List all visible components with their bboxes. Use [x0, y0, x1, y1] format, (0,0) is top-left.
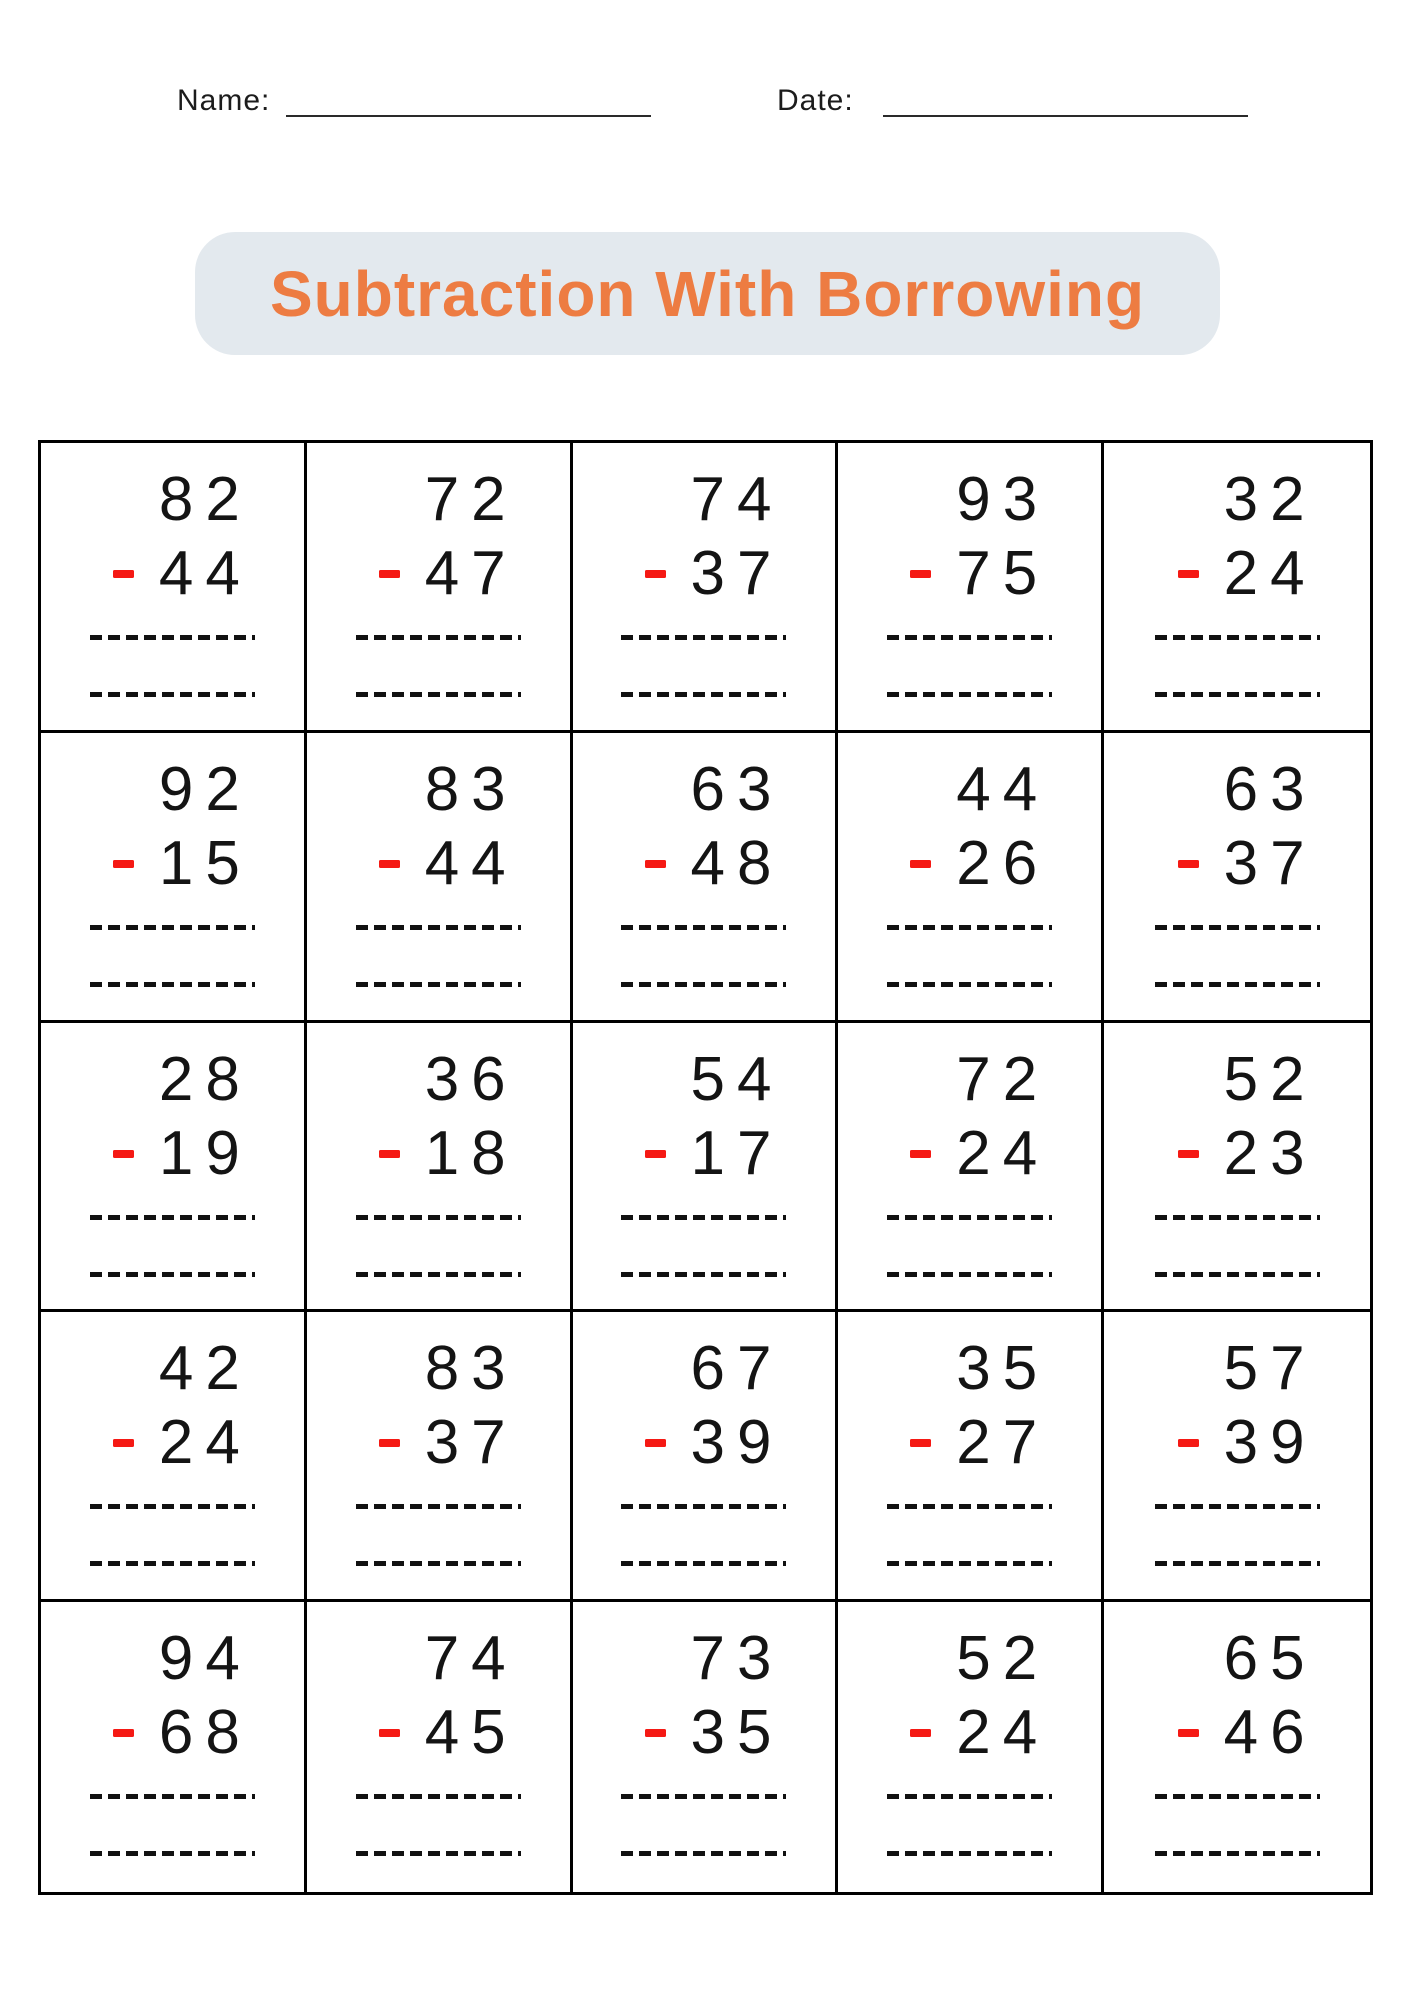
- subtrahend-row: [910, 539, 1050, 608]
- minus-sign-icon: [379, 860, 400, 868]
- minus-sign-icon: [113, 860, 134, 868]
- subtrahend-row: [1178, 1698, 1317, 1768]
- answer-line: [887, 982, 1052, 987]
- minuend: 72: [956, 1044, 1050, 1114]
- minuend-row: [113, 465, 252, 534]
- minuend: 54: [690, 1044, 784, 1114]
- minuend: 57: [1223, 1334, 1317, 1404]
- subtraction-problem: [356, 733, 521, 1020]
- subtrahend-row: [1178, 828, 1317, 898]
- subtrahend-row: [113, 1408, 252, 1478]
- answer-line: [1155, 1561, 1320, 1566]
- subtraction-problem: [887, 733, 1052, 1020]
- subtrahend-row: [113, 1118, 252, 1188]
- subtraction-problem: [90, 1312, 255, 1599]
- minuend-row: [1178, 754, 1317, 824]
- answer-line: [621, 692, 786, 697]
- subtraction-problem: [1155, 733, 1320, 1020]
- subtraction-problem: [356, 443, 521, 730]
- answer-line: [356, 635, 521, 640]
- subtrahend-row: [910, 1118, 1050, 1188]
- subtrahend: 44: [158, 539, 252, 608]
- subtraction-problem: [356, 1023, 521, 1310]
- minuend: 83: [424, 1334, 518, 1404]
- answer-line: [887, 1794, 1052, 1799]
- problem-cell: [41, 1023, 307, 1313]
- minuend: 32: [1223, 465, 1317, 534]
- answer-line: [887, 692, 1052, 697]
- minus-sign-icon: [379, 570, 400, 578]
- sign-slot: [910, 1150, 956, 1158]
- subtrahend-row: [910, 828, 1050, 898]
- subtrahend: 18: [424, 1118, 518, 1188]
- sign-slot: [379, 860, 425, 868]
- minus-sign-icon: [645, 1729, 666, 1737]
- problem-cell: [41, 733, 307, 1023]
- minuend-row: [113, 754, 252, 824]
- minuend-row: [645, 1334, 784, 1404]
- minus-sign-icon: [1178, 570, 1199, 578]
- minuend: 35: [956, 1334, 1050, 1404]
- minuend-row: [113, 1044, 252, 1114]
- minus-sign-icon: [379, 1150, 400, 1158]
- page-title: Subtraction With Borrowing: [269, 257, 1146, 330]
- answer-line: [356, 1794, 521, 1799]
- subtraction-problem: [887, 1023, 1052, 1310]
- answer-line: [90, 1272, 255, 1277]
- subtrahend-row: [645, 539, 784, 608]
- minuend-row: [1178, 465, 1317, 534]
- problem-cell: [307, 443, 573, 733]
- minus-sign-icon: [379, 1439, 400, 1447]
- problem-cell: [41, 1602, 307, 1892]
- subtrahend-row: [379, 1118, 518, 1188]
- subtrahend: 44: [424, 828, 518, 898]
- minus-sign-icon: [645, 1150, 666, 1158]
- sign-slot: [1178, 1150, 1224, 1158]
- minuend-row: [379, 754, 518, 824]
- subtrahend: 17: [690, 1118, 784, 1188]
- answer-line: [1155, 1504, 1320, 1509]
- subtrahend-row: [379, 1698, 518, 1768]
- subtraction-problem: [887, 443, 1052, 730]
- problem-cell: [307, 1312, 573, 1602]
- subtrahend: 24: [956, 1118, 1050, 1188]
- answer-line: [90, 1504, 255, 1509]
- subtrahend-row: [1178, 1408, 1317, 1478]
- answer-line: [90, 1851, 255, 1856]
- subtraction-problem: [621, 733, 786, 1020]
- answer-line: [887, 1504, 1052, 1509]
- subtrahend: 46: [1223, 1698, 1317, 1768]
- subtrahend: 48: [690, 828, 784, 898]
- subtraction-problem: [356, 1602, 521, 1892]
- answer-line: [621, 982, 786, 987]
- subtrahend: 39: [690, 1408, 784, 1478]
- subtrahend-row: [645, 1408, 784, 1478]
- sign-slot: [645, 860, 691, 868]
- minuend: 52: [1223, 1044, 1317, 1114]
- minuend: 94: [158, 1624, 252, 1694]
- answer-line: [1155, 1794, 1320, 1799]
- minuend-row: [645, 1624, 784, 1694]
- problem-cell: [1104, 443, 1370, 733]
- subtrahend-row: [645, 1118, 784, 1188]
- sign-slot: [113, 1439, 159, 1447]
- minus-sign-icon: [379, 1729, 400, 1737]
- minuend: 63: [1223, 754, 1317, 824]
- answer-line: [621, 1215, 786, 1220]
- minuend: 63: [690, 754, 784, 824]
- answer-line: [90, 635, 255, 640]
- date-label: Date:: [777, 84, 854, 117]
- problem-cell: [838, 443, 1104, 733]
- subtrahend: 24: [1223, 539, 1317, 608]
- subtraction-problem: [90, 1602, 255, 1892]
- subtraction-problem: [90, 443, 255, 730]
- problem-cell: [1104, 733, 1370, 1023]
- minuend: 67: [690, 1334, 784, 1404]
- subtraction-problem: [621, 443, 786, 730]
- sign-slot: [645, 1729, 691, 1737]
- minuend-row: [910, 754, 1050, 824]
- minuend-row: [910, 1044, 1050, 1114]
- minuend-row: [910, 1334, 1050, 1404]
- answer-line: [356, 925, 521, 930]
- minus-sign-icon: [910, 1150, 931, 1158]
- minuend: 92: [158, 754, 252, 824]
- subtrahend: 35: [690, 1698, 784, 1768]
- minuend-row: [645, 754, 784, 824]
- answer-line: [1155, 982, 1320, 987]
- answer-line: [887, 1561, 1052, 1566]
- answer-line: [356, 1561, 521, 1566]
- problem-cell: [1104, 1602, 1370, 1892]
- sign-slot: [379, 1150, 425, 1158]
- subtraction-problem: [90, 1023, 255, 1310]
- answer-line: [887, 635, 1052, 640]
- answer-line: [887, 1272, 1052, 1277]
- answer-line: [621, 1794, 786, 1799]
- subtraction-problem: [90, 733, 255, 1020]
- sign-slot: [113, 1729, 159, 1737]
- minuend: 74: [424, 1624, 518, 1694]
- sign-slot: [910, 860, 956, 868]
- problem-cell: [573, 1023, 839, 1313]
- subtrahend-row: [113, 539, 252, 608]
- sign-slot: [379, 1439, 425, 1447]
- minuend-row: [379, 1044, 518, 1114]
- answer-line: [621, 1272, 786, 1277]
- minus-sign-icon: [1178, 1150, 1199, 1158]
- subtrahend: 27: [956, 1408, 1050, 1478]
- minus-sign-icon: [910, 570, 931, 578]
- minus-sign-icon: [113, 1439, 134, 1447]
- minuend: 72: [424, 465, 518, 534]
- minuend: 73: [690, 1624, 784, 1694]
- minuend: 42: [158, 1334, 252, 1404]
- minuend-row: [113, 1334, 252, 1404]
- answer-line: [1155, 1215, 1320, 1220]
- problem-cell: [838, 1602, 1104, 1892]
- minuend-row: [379, 1334, 518, 1404]
- minuend: 36: [424, 1044, 518, 1114]
- problems-grid: [38, 440, 1373, 1895]
- answer-line: [1155, 1851, 1320, 1856]
- minuend: 52: [956, 1624, 1050, 1694]
- answer-line: [356, 982, 521, 987]
- subtraction-problem: [1155, 1602, 1320, 1892]
- subtraction-problem: [621, 1023, 786, 1310]
- minuend-row: [645, 465, 784, 534]
- subtraction-problem: [887, 1602, 1052, 1892]
- answer-line: [90, 1561, 255, 1566]
- sign-slot: [379, 570, 425, 578]
- sign-slot: [645, 1150, 691, 1158]
- subtrahend: 26: [956, 828, 1050, 898]
- answer-line: [1155, 925, 1320, 930]
- minus-sign-icon: [113, 570, 134, 578]
- problem-cell: [1104, 1023, 1370, 1313]
- problem-cell: [573, 443, 839, 733]
- subtrahend-row: [379, 828, 518, 898]
- minuend-row: [379, 1624, 518, 1694]
- subtrahend-row: [1178, 539, 1317, 608]
- date-write-line: [883, 115, 1248, 117]
- subtrahend: 37: [1223, 828, 1317, 898]
- subtrahend-row: [113, 1698, 252, 1768]
- sign-slot: [910, 570, 956, 578]
- minus-sign-icon: [910, 860, 931, 868]
- answer-line: [621, 1851, 786, 1856]
- answer-line: [356, 1272, 521, 1277]
- subtrahend-row: [645, 828, 784, 898]
- minuend-row: [1178, 1334, 1317, 1404]
- minus-sign-icon: [910, 1729, 931, 1737]
- problem-cell: [573, 1312, 839, 1602]
- subtraction-problem: [356, 1312, 521, 1599]
- subtrahend-row: [1178, 1118, 1317, 1188]
- minuend: 82: [158, 465, 252, 534]
- minuend-row: [1178, 1624, 1317, 1694]
- problem-cell: [307, 1023, 573, 1313]
- minus-sign-icon: [113, 1150, 134, 1158]
- minuend: 74: [690, 465, 784, 534]
- sign-slot: [645, 570, 691, 578]
- subtrahend: 37: [690, 539, 784, 608]
- answer-line: [1155, 692, 1320, 697]
- answer-line: [1155, 1272, 1320, 1277]
- subtraction-problem: [1155, 1312, 1320, 1599]
- minuend: 44: [956, 754, 1050, 824]
- minuend-row: [645, 1044, 784, 1114]
- problem-cell: [573, 1602, 839, 1892]
- problem-cell: [838, 1312, 1104, 1602]
- subtrahend: 45: [424, 1698, 518, 1768]
- subtrahend: 15: [158, 828, 252, 898]
- minuend: 93: [956, 465, 1050, 534]
- subtraction-problem: [621, 1312, 786, 1599]
- minus-sign-icon: [645, 570, 666, 578]
- subtraction-problem: [887, 1312, 1052, 1599]
- subtrahend-row: [910, 1698, 1050, 1768]
- sign-slot: [1178, 1439, 1224, 1447]
- minus-sign-icon: [1178, 1729, 1199, 1737]
- minuend-row: [1178, 1044, 1317, 1114]
- minuend-row: [113, 1624, 252, 1694]
- subtrahend-row: [113, 828, 252, 898]
- sign-slot: [113, 570, 159, 578]
- sign-slot: [645, 1439, 691, 1447]
- subtrahend-row: [379, 1408, 518, 1478]
- subtrahend: 24: [158, 1408, 252, 1478]
- answer-line: [356, 1504, 521, 1509]
- name-write-line: [286, 115, 651, 117]
- minus-sign-icon: [910, 1439, 931, 1447]
- problem-cell: [1104, 1312, 1370, 1602]
- subtrahend: 19: [158, 1118, 252, 1188]
- sign-slot: [910, 1729, 956, 1737]
- problem-cell: [307, 1602, 573, 1892]
- subtraction-problem: [1155, 1023, 1320, 1310]
- answer-line: [90, 692, 255, 697]
- problem-cell: [573, 733, 839, 1023]
- subtrahend-row: [910, 1408, 1050, 1478]
- minuend: 83: [424, 754, 518, 824]
- sign-slot: [113, 1150, 159, 1158]
- subtrahend-row: [645, 1698, 784, 1768]
- name-label: Name:: [177, 84, 271, 117]
- answer-line: [356, 692, 521, 697]
- subtrahend: 47: [424, 539, 518, 608]
- minuend-row: [379, 465, 518, 534]
- subtrahend-row: [379, 539, 518, 608]
- minuend-row: [910, 465, 1050, 534]
- sign-slot: [379, 1729, 425, 1737]
- sign-slot: [1178, 570, 1224, 578]
- answer-line: [621, 1504, 786, 1509]
- problem-cell: [838, 1023, 1104, 1313]
- problem-cell: [838, 733, 1104, 1023]
- problem-cell: [41, 443, 307, 733]
- minuend: 65: [1223, 1624, 1317, 1694]
- minus-sign-icon: [645, 860, 666, 868]
- answer-line: [90, 982, 255, 987]
- minuend-row: [910, 1624, 1050, 1694]
- minuend: 28: [158, 1044, 252, 1114]
- problem-cell: [41, 1312, 307, 1602]
- sign-slot: [113, 860, 159, 868]
- answer-line: [90, 1794, 255, 1799]
- sign-slot: [1178, 860, 1224, 868]
- sign-slot: [910, 1439, 956, 1447]
- answer-line: [887, 1851, 1052, 1856]
- subtrahend: 24: [956, 1698, 1050, 1768]
- problem-cell: [307, 733, 573, 1023]
- answer-line: [356, 1851, 521, 1856]
- answer-line: [887, 1215, 1052, 1220]
- subtraction-problem: [1155, 443, 1320, 730]
- answer-line: [621, 1561, 786, 1566]
- answer-line: [887, 925, 1052, 930]
- minus-sign-icon: [645, 1439, 666, 1447]
- subtrahend: 39: [1223, 1408, 1317, 1478]
- subtraction-problem: [621, 1602, 786, 1892]
- subtrahend: 75: [956, 539, 1050, 608]
- answer-line: [621, 635, 786, 640]
- answer-line: [1155, 635, 1320, 640]
- title-banner: [195, 232, 1220, 355]
- answer-line: [90, 1215, 255, 1220]
- minus-sign-icon: [1178, 860, 1199, 868]
- answer-line: [90, 925, 255, 930]
- subtrahend: 23: [1223, 1118, 1317, 1188]
- answer-line: [621, 925, 786, 930]
- minus-sign-icon: [1178, 1439, 1199, 1447]
- subtrahend: 37: [424, 1408, 518, 1478]
- answer-line: [356, 1215, 521, 1220]
- minus-sign-icon: [113, 1729, 134, 1737]
- sign-slot: [1178, 1729, 1224, 1737]
- subtrahend: 68: [158, 1698, 252, 1768]
